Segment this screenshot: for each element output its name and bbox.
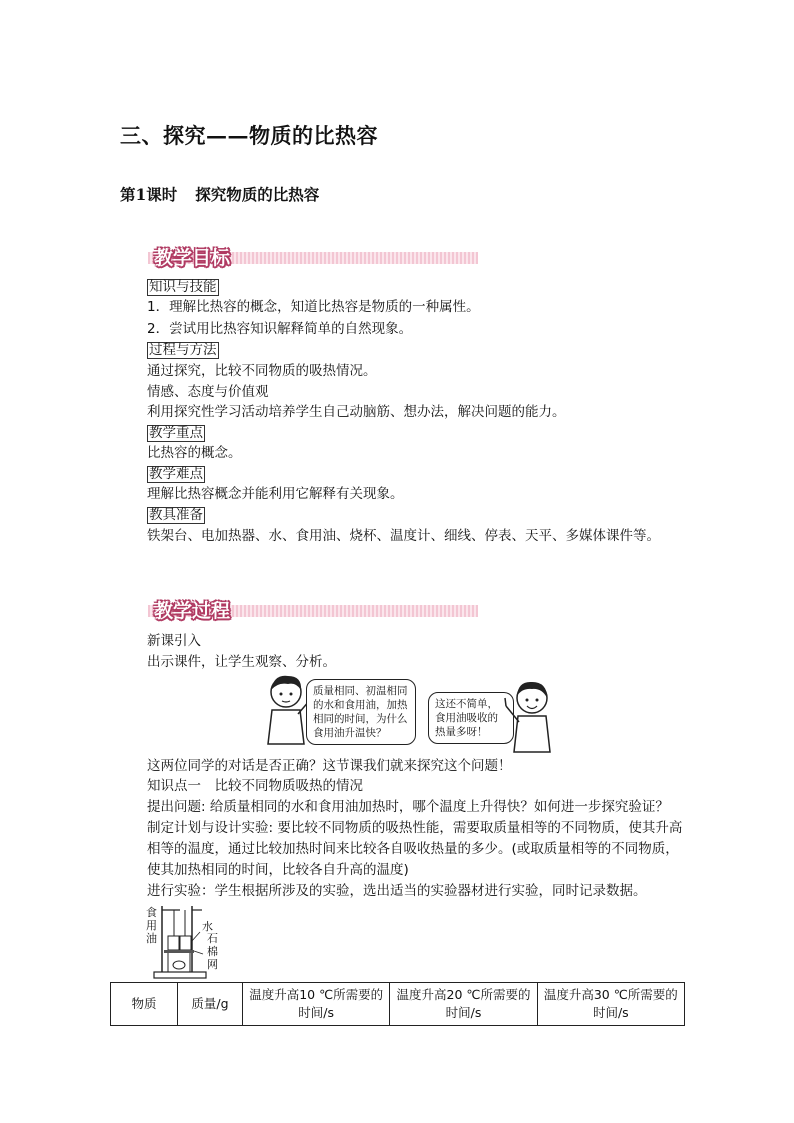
knowledge-label: 知识与技能 <box>149 279 217 295</box>
header-mass: 质量/g <box>178 983 243 1026</box>
plan-text: 制定计划与设计实验: 要比较不同物质的吸热性能，需要取质量相等的不同物质，使其升高相等的温度，通过比较加热时间来比较各自吸收热量的多少。(或取质量相等的不同物质，使其加热相同的时间，比较各自升高的温度) <box>147 820 683 878</box>
lesson-period: 第1课时 <box>120 185 178 204</box>
tools-text: 铁架台、电加热器、水、食用油、烧杯、温度计、细线、停表、天平、多媒体课件等。 <box>147 528 660 544</box>
intro-text: 出示课件，让学生观察、分析。 <box>147 654 336 670</box>
knowledge-item-2: 2．尝试用比热容知识解释简单的自然现象。 <box>147 321 413 337</box>
goals-banner <box>148 243 478 269</box>
intro-label: 新课引入 <box>147 633 201 649</box>
header-substance: 物质 <box>111 983 178 1026</box>
experiment-text: 进行实验：学生根据所涉及的实验，选出适当的实验器材进行实验，同时记录数据。 <box>147 883 647 899</box>
key-text: 比热容的概念。 <box>147 445 242 461</box>
header-time-20: 温度升高20 ℃所需要的时间/s <box>390 983 537 1026</box>
process-banner <box>148 596 478 622</box>
emotion-text: 利用探究性学习活动培养学生自己动脑筋、想办法，解决问题的能力。 <box>147 404 566 420</box>
process-text: 通过探究，比较不同物质的吸热情况。 <box>147 363 377 379</box>
table-header-row <box>111 983 685 1026</box>
process-banner-text: 教学过程 <box>154 600 231 622</box>
data-table <box>110 982 685 1026</box>
label-gauze: 石棉网 <box>207 932 218 971</box>
speech-bubble-right: 这还不简单，食用油吸收的热量多呀！ <box>428 692 514 744</box>
lesson-heading <box>120 183 319 205</box>
tools-label: 教具准备 <box>149 507 203 523</box>
process-label: 过程与方法 <box>149 342 217 358</box>
ask-question-text: 提出问题: 给质量相同的水和食用油加热时，哪个温度上升得快？如何进一步探究验证？ <box>147 799 669 815</box>
speech-bubble-left: 质量相同、初温相同的水和食用油，加热相同的时间，为什么食用油升温快？ <box>306 679 416 745</box>
lesson-topic: 探究物质的比热容 <box>195 185 320 204</box>
question-text: 这两位同学的对话是否正确？这节课我们就来探究这个问题！ <box>147 758 512 774</box>
header-time-30: 温度升高30 ℃所需要的时间/s <box>537 983 684 1026</box>
difficulty-text: 理解比热容概念并能利用它解释有关现象。 <box>147 486 404 502</box>
knowledge-item-1: 1．理解比热容的概念，知道比热容是物质的一种属性。 <box>147 299 480 315</box>
header-time-10: 温度升高10 ℃所需要的时间/s <box>243 983 390 1026</box>
label-oil: 食用油 <box>146 906 157 945</box>
boy-right-illustration <box>500 676 560 756</box>
goals-banner-text: 教学目标 <box>154 247 231 269</box>
knowledge-point-1: 知识点一 比较不同物质吸热的情况 <box>147 778 363 794</box>
key-label: 教学重点 <box>149 425 203 441</box>
difficulty-label: 教学难点 <box>149 466 203 482</box>
page-title: 三、探究——物质的比热容 <box>120 123 378 148</box>
label-water: 水 <box>202 920 213 933</box>
emotion-label: 情感、态度与价值观 <box>147 384 269 400</box>
